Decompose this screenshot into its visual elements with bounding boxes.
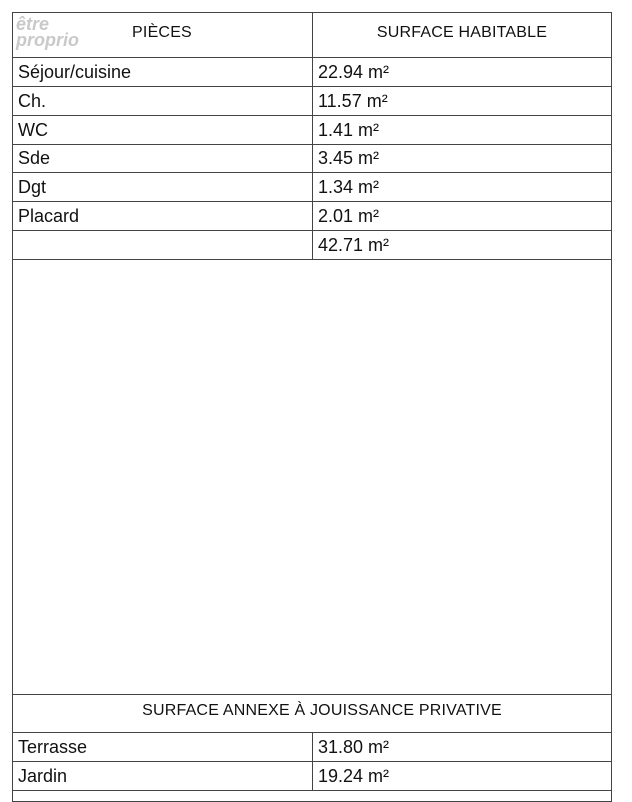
room-name: Dgt [18,177,47,197]
room-name: Ch. [18,91,47,111]
room-area: 1.34 m² [318,177,380,197]
room-name: Séjour/cuisine [18,62,132,82]
room-area: 2.01 m² [318,206,380,226]
header-rooms: PIÈCES [132,24,192,41]
annex-column-divider [312,732,313,790]
room-name: Sde [18,148,51,168]
annex-area: 31.80 m² [318,737,390,757]
total-area: 42.71 m² [318,235,390,255]
annex-name: Jardin [18,766,68,786]
annex-divider [12,694,612,695]
row-divider [12,115,612,116]
header-area: SURFACE HABITABLE [376,24,548,41]
annex-area: 19.24 m² [318,766,390,786]
room-area: 22.94 m² [318,62,390,82]
row-divider [12,230,612,231]
watermark-line1: être [16,14,50,34]
annex-name: Terrasse [18,737,88,757]
room-name: WC [18,120,48,140]
room-area: 3.45 m² [318,148,380,168]
row-divider [12,144,612,145]
row-divider [12,201,612,202]
room-area: 11.57 m² [318,91,388,111]
watermark-line2: proprio [16,30,79,50]
row-divider [12,172,612,173]
row-divider [12,790,612,791]
column-divider [312,12,313,259]
room-name: Placard [18,206,80,226]
annex-title: SURFACE ANNEXE À JOUISSANCE PRIVATIVE [142,702,502,719]
row-divider [12,86,612,87]
room-area: 1.41 m² [318,120,380,140]
row-divider [12,259,612,260]
